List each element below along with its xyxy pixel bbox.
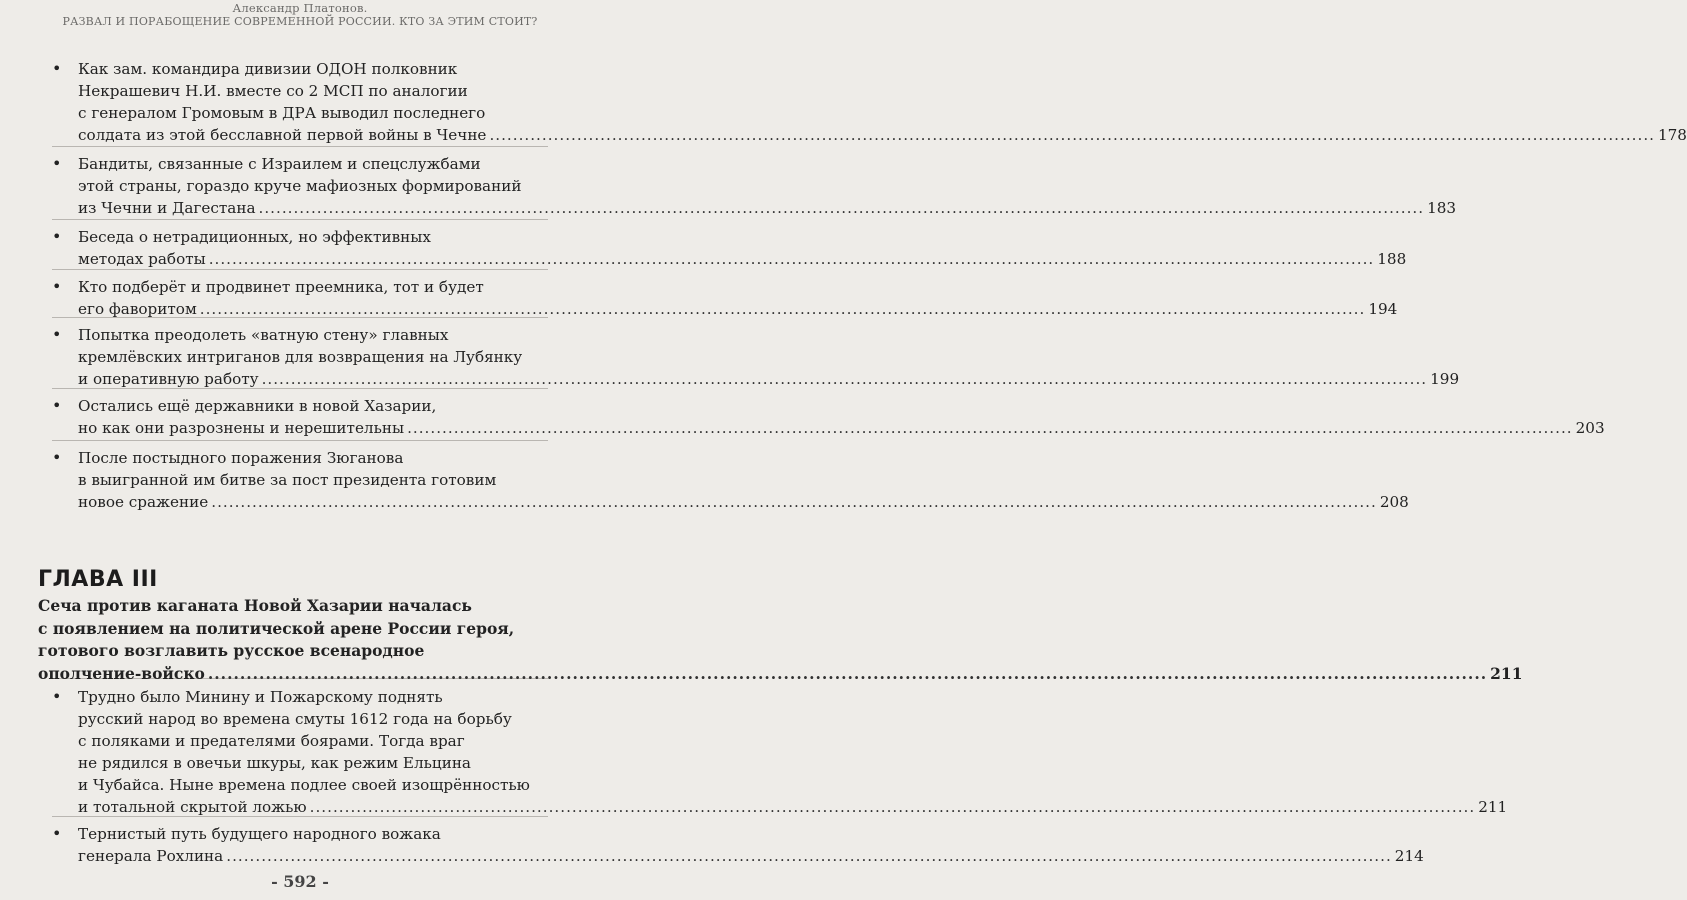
toc-entry-line: и Чубайса. Ныне времена подлее своей изощрённостью (78, 776, 530, 794)
toc-leader-line (38, 663, 1523, 686)
toc-entry-line: Некрашевич Н.И. вместе со 2 МСП по аналогии (78, 82, 468, 100)
toc-page-number: 199 (1430, 370, 1460, 388)
running-header (0, 2, 600, 28)
bullet-icon: • (52, 448, 62, 467)
toc-entry-line: Остались ещё державники в новой Хазарии, (78, 397, 437, 415)
toc-leader-line (78, 845, 1424, 867)
toc-page-number: 203 (1575, 419, 1605, 437)
bullet-icon: • (52, 687, 62, 706)
toc-entry[interactable] (52, 395, 1605, 439)
toc-entry-last-line: но как они разрознены и нерешительны (78, 419, 405, 437)
toc-leader-line (78, 368, 1460, 390)
toc-entry-line: русский народ во времена смуты 1612 года на борьбу (78, 710, 512, 728)
toc-entry-line: с поляками и предателями боярами. Тогда враг (78, 732, 465, 750)
toc-entry-last-line: и оперативную работу (78, 370, 259, 388)
chapter-title-line: Сеча против каганата Новой Хазарии началась (38, 596, 472, 615)
toc-entry-line: Беседа о нетрадиционных, но эффективных (78, 228, 431, 246)
toc-entry-line: Кто подберёт и продвинет преемника, тот и будет (78, 278, 484, 296)
toc-entry-last-line: ополчение-войско (38, 663, 205, 683)
toc-entry[interactable] (52, 58, 1687, 146)
toc-entry-line: Бандиты, связанные с Израилем и спецслужбами (78, 155, 481, 173)
toc-page-number: 194 (1368, 300, 1398, 318)
entry-divider (52, 219, 548, 220)
entry-divider (52, 317, 548, 318)
dot-leader: ........................................................................................................................................................................................................ (309, 798, 1476, 816)
dot-leader: ........................................................................................................................................................................................................ (407, 419, 1573, 437)
chapter-title-line: с появлением на политической арене России героя, (38, 618, 515, 638)
toc-leader-line (78, 248, 1407, 270)
toc-entry[interactable] (52, 686, 1508, 818)
bullet-icon: • (52, 824, 62, 843)
bullet-icon: • (52, 59, 62, 78)
toc-entry-last-line: и тотальной скрытой ложью (78, 798, 307, 816)
dot-leader: ........................................................................................................................................................................................................ (211, 493, 1377, 511)
toc-entry-line: Трудно было Минину и Пожарскому поднять (78, 688, 443, 706)
toc-entry-line: кремлёвских интриганов для возвращения на Лубянку (78, 348, 523, 366)
toc-leader-line (78, 491, 1409, 513)
toc-page-number: 208 (1379, 493, 1409, 511)
toc-entry[interactable] (52, 153, 1457, 219)
toc-page-number: 214 (1394, 847, 1424, 865)
dot-leader: ........................................................................................................................................................................................................ (258, 199, 1425, 217)
entry-divider (52, 146, 548, 147)
toc-entry-line: Тернистый путь будущего народного вожака (78, 825, 441, 843)
dot-leader: ........................................................................................................................................................................................................ (226, 847, 1392, 865)
bullet-icon: • (52, 396, 62, 415)
dot-leader: ........................................................................................................................................................................................................ (208, 250, 1375, 268)
dot-leader: ........................................................................................................................................................................................................ (199, 300, 1366, 318)
toc-entry-last-line: солдата из этой бесславной первой войны в Чечне (78, 126, 487, 144)
bullet-icon: • (52, 154, 62, 173)
entry-divider (52, 816, 548, 817)
bullet-icon: • (52, 227, 62, 246)
toc-page-number: 183 (1427, 199, 1457, 217)
dot-leader: ........................................................................................................................................................................................................ (489, 126, 1655, 144)
toc-leader-line (78, 796, 1508, 818)
page-number: - 592 - (271, 872, 329, 891)
header-author: Александр Платонов. (232, 1, 368, 15)
toc-page-number: 211 (1478, 798, 1508, 816)
toc-entry-last-line: методах работы (78, 250, 206, 268)
toc-entry-last-line: его фаворитом (78, 300, 197, 318)
toc-entry[interactable] (52, 823, 1424, 867)
entry-divider (52, 388, 548, 389)
toc-page-number: 211 (1490, 663, 1523, 683)
toc-entry-line: После постыдного поражения Зюганова (78, 449, 404, 467)
toc-leader-line (78, 197, 1457, 219)
toc-entry-line: в выигранной им битве за пост президента готовим (78, 471, 497, 489)
toc-entry-line: не рядился в овечьи шкуры, как режим Ельцина (78, 754, 471, 772)
dot-leader: ........................................................................................................................................................................................................ (207, 663, 1488, 683)
chapter-heading: ГЛАВА III (38, 567, 158, 592)
chapter-title (38, 595, 1523, 685)
header-book-title: РАЗВАЛ И ПОРАБОЩЕНИЕ СОВРЕМЕННОЙ РОССИИ. КТО ЗА ЭТИМ СТОИТ? (62, 15, 538, 28)
toc-leader-line (78, 417, 1605, 439)
bullet-icon: • (52, 277, 62, 296)
toc-entry-last-line: новое сражение (78, 493, 209, 511)
entry-divider (52, 269, 548, 270)
entry-divider (52, 440, 548, 441)
toc-entry-last-line: из Чечни и Дагестана (78, 199, 256, 217)
toc-page-number: 178 (1657, 126, 1687, 144)
toc-entry-line: этой страны, гораздо круче мафиозных формирований (78, 177, 522, 195)
toc-entry-line: Попытка преодолеть «ватную стену» главных (78, 326, 449, 344)
toc-entry[interactable] (52, 226, 1407, 270)
toc-leader-line (78, 124, 1687, 146)
toc-entry[interactable] (52, 276, 1398, 320)
toc-entry-last-line: генерала Рохлина (78, 847, 224, 865)
toc-entry[interactable] (52, 324, 1460, 390)
toc-entry-line: Как зам. командира дивизии ОДОН полковник (78, 60, 458, 78)
dot-leader: ........................................................................................................................................................................................................ (261, 370, 1428, 388)
toc-entry[interactable] (52, 447, 1409, 513)
bullet-icon: • (52, 325, 62, 344)
toc-entry-line: с генералом Громовым в ДРА выводил последнего (78, 104, 486, 122)
toc-page-number: 188 (1377, 250, 1407, 268)
chapter-title-line: готового возглавить русское всенародное (38, 641, 425, 660)
